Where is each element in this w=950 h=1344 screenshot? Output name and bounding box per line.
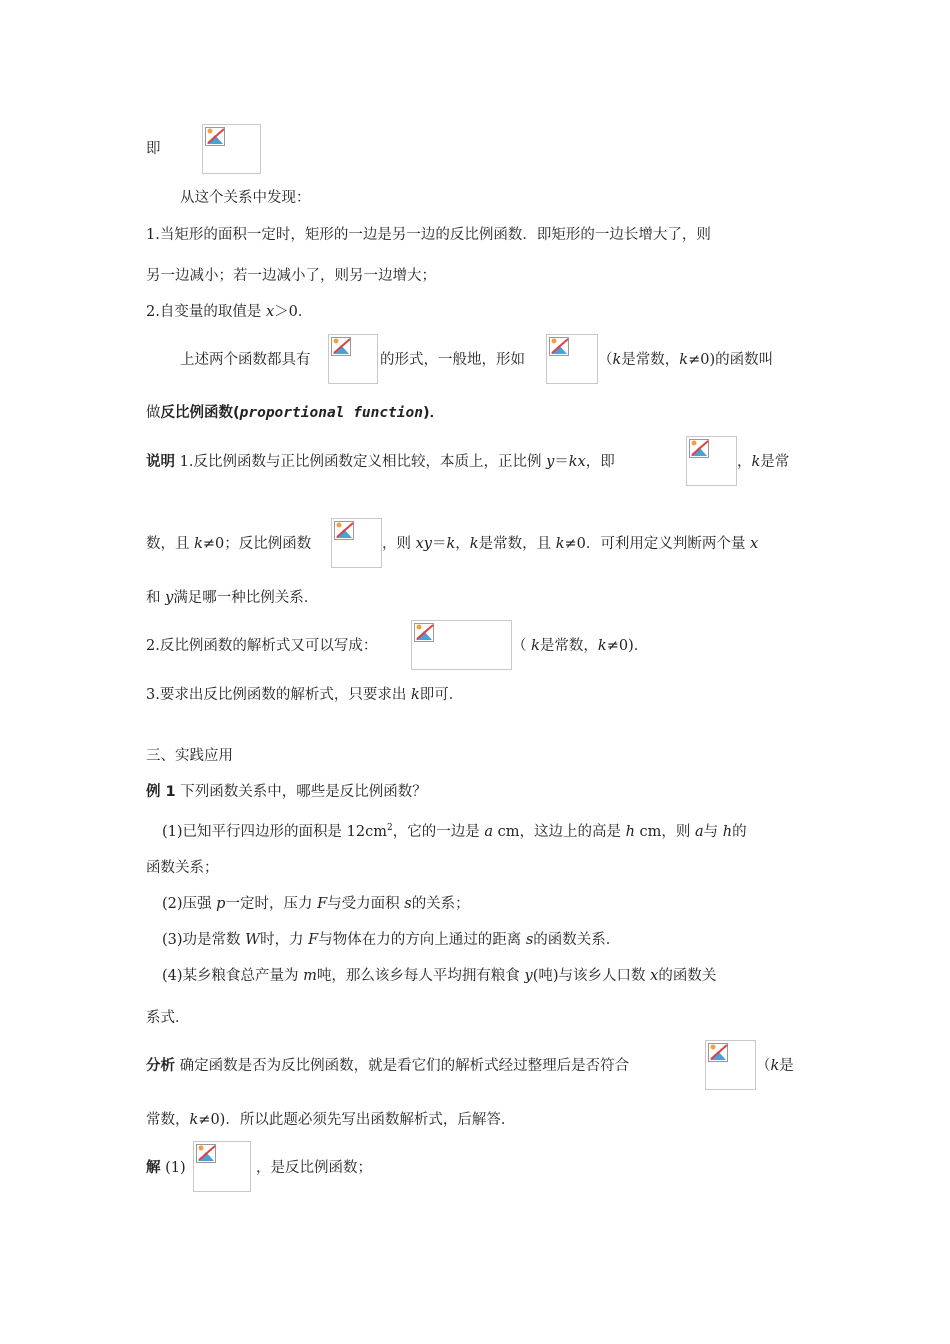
text: 一定时，压力	[225, 896, 318, 912]
text: 满足哪一种比例关系．	[173, 590, 319, 606]
text: 数，且	[146, 536, 195, 552]
var: a	[484, 823, 493, 840]
var: F	[308, 932, 319, 948]
text-line	[380, 350, 525, 370]
var: y	[165, 590, 174, 606]
text: 吨，那么该乡每人平均拥有粮食	[316, 968, 525, 984]
text: 确定函数是否为反比例函数，就是看它们的解析式经过整理后是否符合	[175, 1058, 630, 1074]
text-line	[162, 966, 716, 986]
text: 是常	[760, 454, 790, 470]
text: 和	[146, 590, 166, 606]
text: 1.反比例函数与正比例函数定义相比较，本质上，正比例	[175, 454, 547, 470]
text: ＝	[431, 536, 447, 552]
text: 时，力	[260, 932, 309, 948]
text: 做	[146, 405, 161, 421]
text-line	[737, 452, 789, 472]
label: 例 1	[146, 784, 176, 800]
text: ≠0)．所以此题必须先写出函数解析式，后解答．	[198, 1112, 516, 1128]
text-line	[146, 534, 311, 554]
text-line	[162, 894, 470, 914]
text: cm，则	[634, 823, 695, 840]
text: ，	[455, 536, 470, 552]
var: W	[245, 932, 261, 948]
text-line	[180, 350, 311, 370]
label: 说明	[146, 454, 175, 470]
var: y	[546, 454, 555, 470]
text: ，即	[585, 454, 615, 470]
text-line	[146, 403, 444, 423]
text: (4)某乡粮食总产量为	[162, 968, 304, 984]
text: （	[756, 1058, 771, 1074]
var: s	[404, 896, 412, 912]
text: 是常数，	[539, 638, 598, 654]
var: y	[524, 968, 533, 984]
text-line	[146, 1158, 186, 1178]
text: 即可．	[419, 687, 464, 703]
text: 与受力面积	[327, 896, 405, 912]
formula-image-placeholder	[193, 1141, 251, 1192]
text: 的形式，一般地，形如	[380, 352, 525, 368]
text: （	[598, 352, 613, 368]
text: 与物体在力的方向上通过的距离	[318, 932, 526, 948]
text-line	[146, 302, 312, 322]
term-english: proportional function	[239, 405, 423, 421]
text: ，	[737, 454, 752, 470]
text: 是常数，	[621, 352, 680, 368]
text: 的	[732, 823, 747, 840]
var: k	[555, 536, 565, 552]
text-line	[162, 930, 620, 950]
text-line	[146, 266, 436, 286]
broken-image-icon	[708, 1043, 730, 1063]
var: h	[722, 823, 733, 840]
var: k	[612, 352, 622, 368]
text: 函数关系；	[146, 860, 219, 876]
text: 即	[146, 141, 161, 157]
text: 2.反比例函数的解析式又可以写成：	[146, 638, 378, 654]
var: k	[410, 687, 420, 703]
text: 系式．	[146, 1010, 190, 1026]
section-heading	[146, 746, 233, 766]
var: m	[303, 968, 317, 984]
text: 1.当矩形的面积一定时，矩形的一边是另一边的反比例函数．即矩形的一边长增大了，则	[146, 227, 711, 243]
var: h	[625, 823, 635, 840]
text: ，是反比例函数；	[256, 1160, 372, 1176]
text: 的关系；	[411, 896, 470, 912]
var: x	[650, 968, 659, 984]
text: 3.要求出反比例函数的解析式，只要求出	[146, 687, 411, 703]
text: ≠0)的函数叫	[688, 352, 774, 368]
broken-image-icon	[205, 127, 227, 147]
text-line	[180, 188, 311, 208]
text-line	[146, 1056, 629, 1076]
text: (2)压强	[162, 896, 217, 912]
var: k	[194, 536, 203, 552]
text-line	[146, 139, 161, 159]
text: 与	[703, 823, 723, 840]
text: 常数，	[146, 1112, 190, 1128]
var: k	[446, 536, 456, 552]
text: 的函数关系．	[533, 932, 621, 948]
text: (3)功是常数	[162, 932, 246, 948]
formula-image-placeholder	[331, 518, 382, 568]
text: )．	[422, 405, 445, 421]
text: (1)已知平行四边形的面积是 12cm	[162, 823, 387, 840]
text: （	[512, 638, 532, 654]
text: 三、实践应用	[146, 748, 233, 764]
text: (1)	[160, 1160, 186, 1176]
var: kx	[568, 454, 586, 470]
formula-image-placeholder	[546, 334, 598, 384]
var: k	[770, 1058, 780, 1074]
formula-image-placeholder	[686, 436, 737, 486]
var: p	[216, 896, 226, 912]
text-line	[146, 685, 463, 705]
text-line	[146, 225, 711, 245]
var: k	[751, 454, 761, 470]
text-line	[146, 1110, 515, 1130]
text: 2.自变量的取值是	[146, 304, 266, 320]
var: x	[749, 536, 759, 552]
formula-image-placeholder	[328, 334, 378, 384]
broken-image-icon	[334, 521, 356, 541]
text: ≠0．可利用定义判断两个量	[564, 536, 750, 552]
broken-image-icon	[689, 439, 711, 459]
text-line	[598, 350, 773, 370]
text: (吨)与该乡人口数	[532, 968, 651, 984]
var: x	[265, 304, 275, 320]
text-line	[146, 636, 377, 656]
text: ＝	[554, 454, 569, 470]
text: 是	[779, 1058, 794, 1074]
text: 下列函数关系中，哪些是反比例函数？	[175, 784, 427, 800]
text: 是常数，且	[478, 536, 556, 552]
formula-image-placeholder	[202, 124, 261, 174]
formula-image-placeholder	[705, 1040, 756, 1090]
var: s	[525, 932, 534, 948]
text-line	[146, 588, 318, 608]
var: k	[189, 1112, 199, 1128]
text-line	[146, 452, 615, 472]
text-line	[382, 534, 758, 554]
broken-image-icon	[331, 337, 353, 357]
broken-image-icon	[196, 1144, 218, 1164]
text-line	[146, 858, 219, 878]
broken-image-icon	[414, 623, 436, 643]
text: (	[233, 405, 240, 421]
text-line	[256, 1158, 372, 1178]
text: ＞0．	[274, 304, 313, 320]
text: 另一边减小；若一边减小了，则另一边增大；	[146, 268, 436, 284]
var: a	[695, 823, 704, 840]
var: k	[679, 352, 689, 368]
text: ≠0)．	[606, 638, 649, 654]
text: 的函数关	[658, 968, 717, 984]
var: k	[597, 638, 607, 654]
text: ，它的一边是	[392, 823, 485, 840]
text-line	[146, 782, 427, 802]
text-line	[146, 1008, 190, 1028]
var: k	[469, 536, 479, 552]
term: 反比例函数	[160, 405, 233, 421]
text: cm，这边上的高是	[492, 823, 626, 840]
var: k	[531, 638, 540, 654]
text: ，则	[382, 536, 416, 552]
text-line	[512, 636, 648, 656]
formula-image-placeholder	[411, 620, 512, 670]
label: 解	[146, 1160, 161, 1176]
broken-image-icon	[549, 337, 571, 357]
var: F	[317, 896, 328, 912]
var: xy	[415, 536, 432, 552]
text: 从这个关系中发现：	[180, 190, 311, 206]
text: ≠0；反比例函数	[202, 536, 312, 552]
superscript: 2	[386, 823, 393, 833]
text-line	[756, 1056, 794, 1076]
label: 分析	[146, 1058, 175, 1074]
text-line	[162, 818, 747, 842]
text: 上述两个函数都具有	[180, 352, 311, 368]
